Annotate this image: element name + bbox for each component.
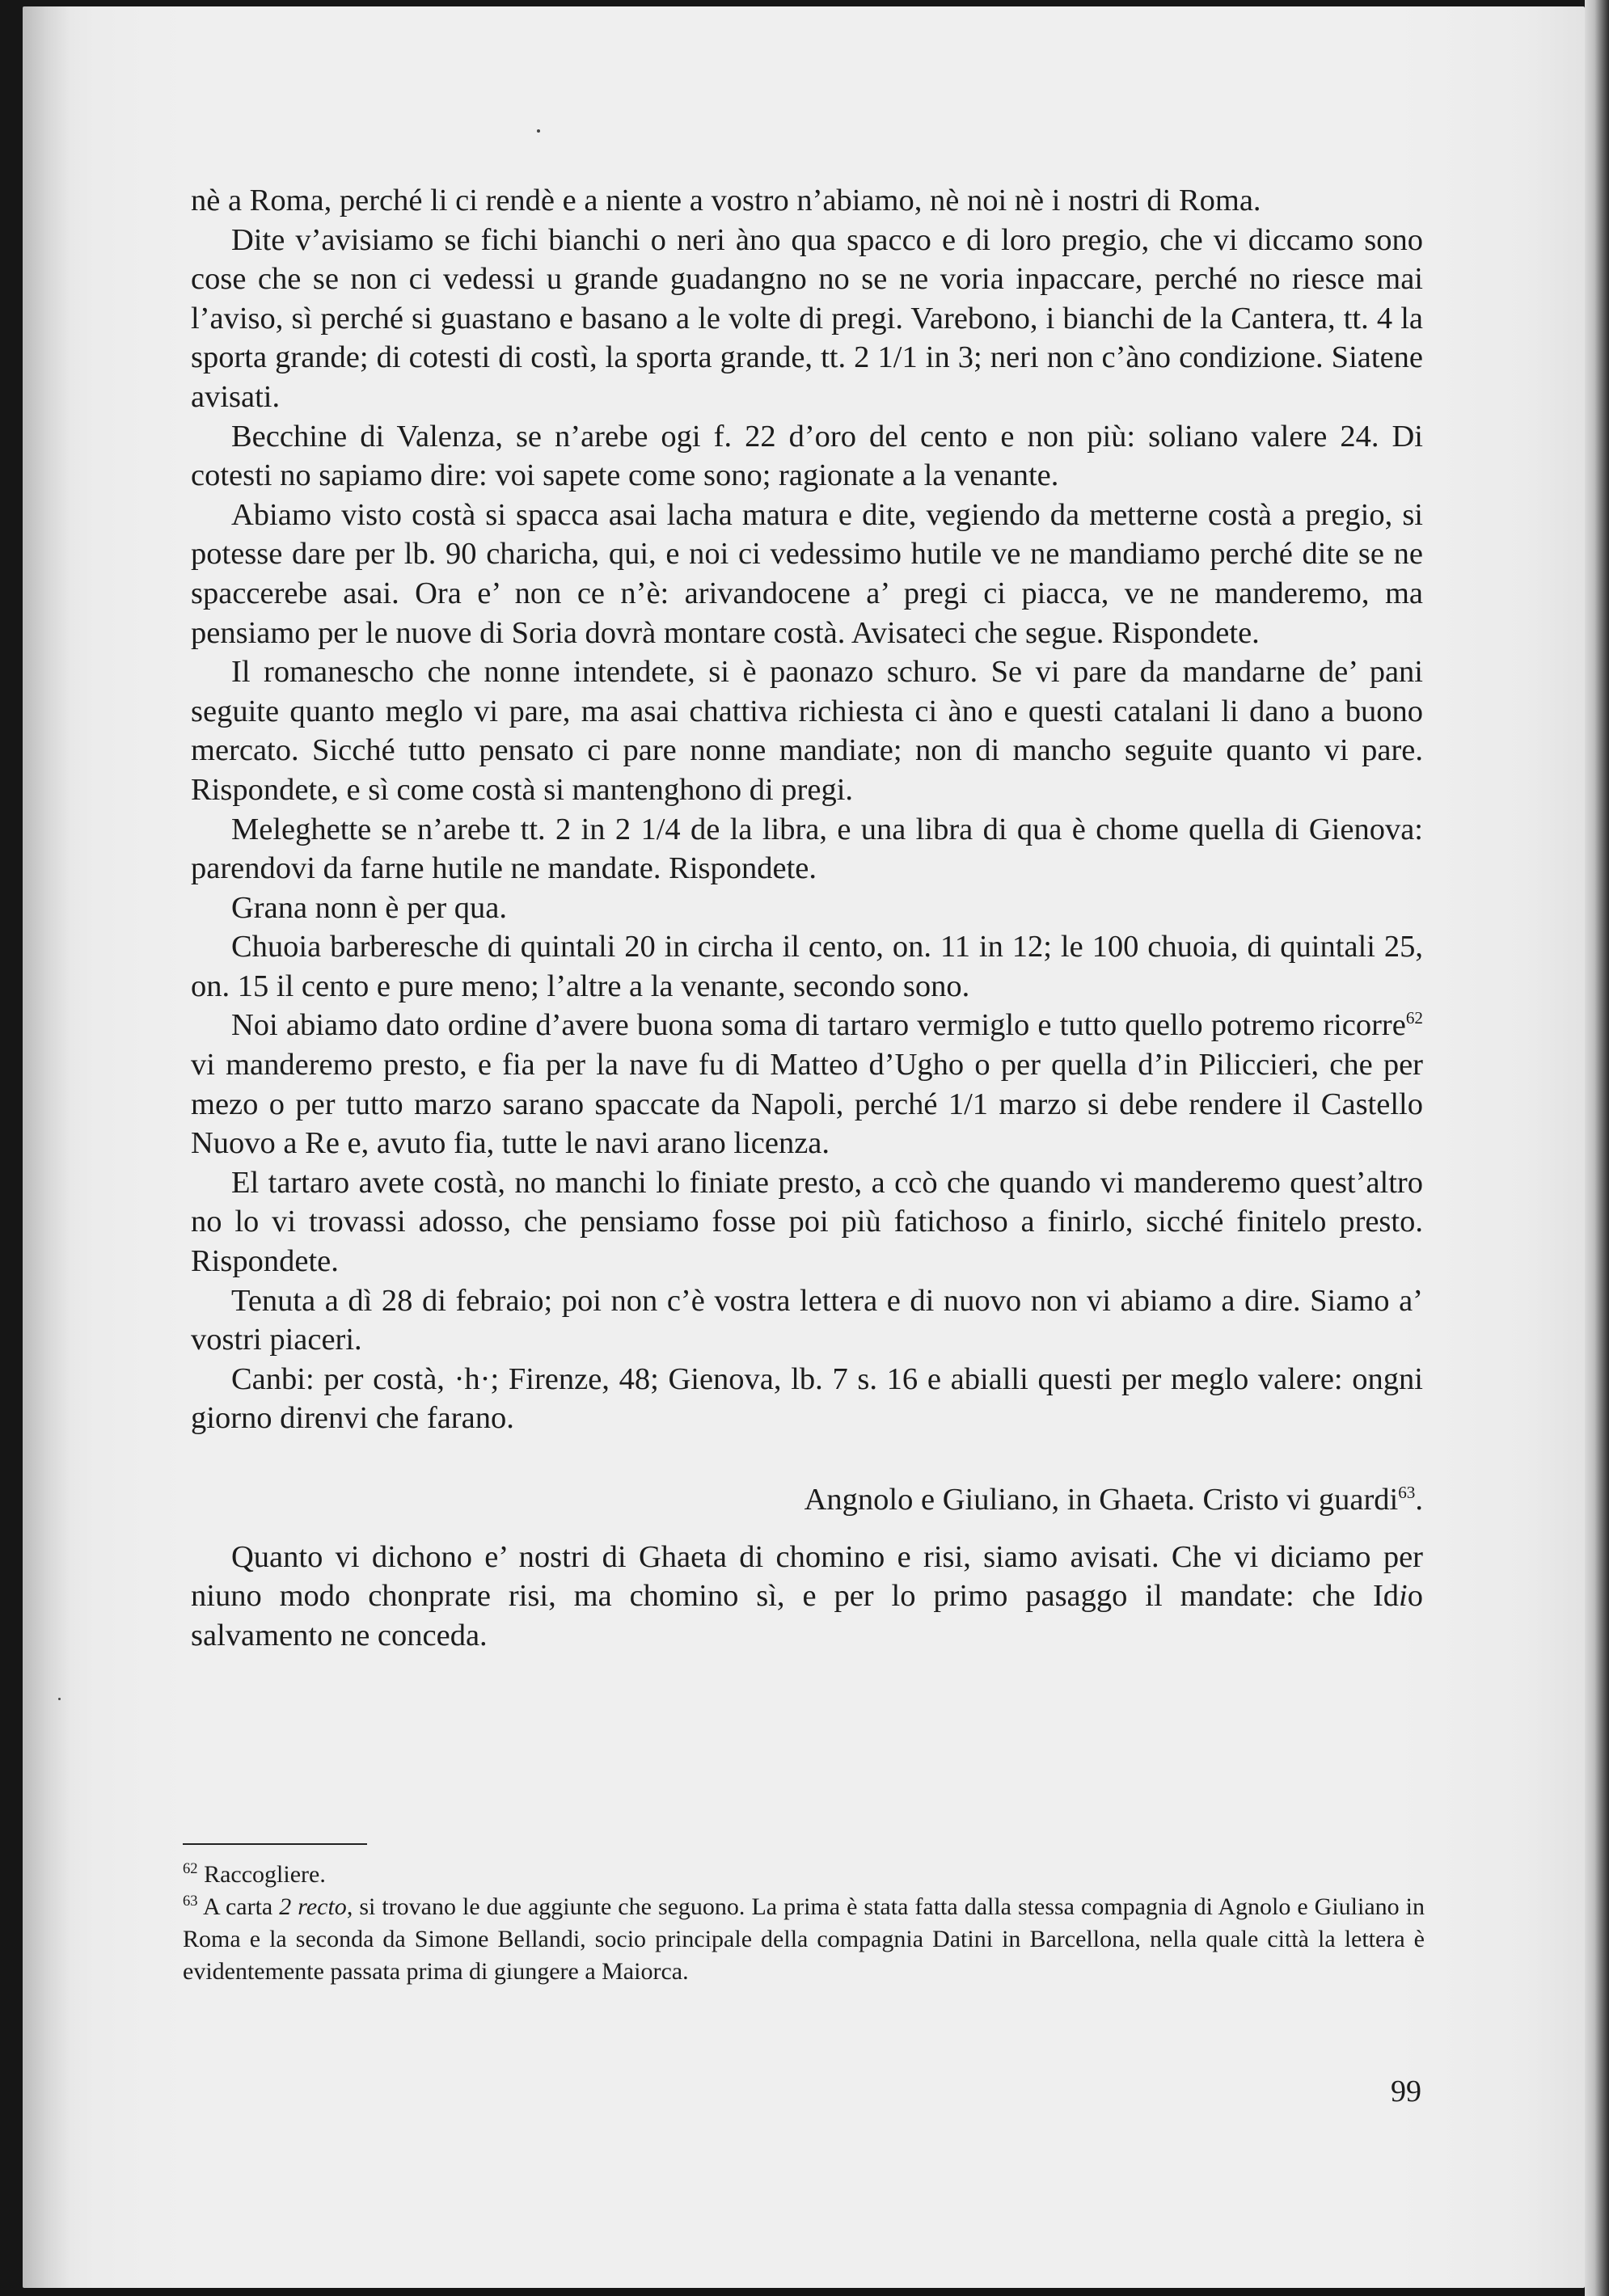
footnote-italic: 2 recto: [279, 1893, 347, 1920]
main-text: [191, 181, 1423, 1655]
paragraph-text: vi manderemo presto, e fia per la nave fu di Matteo d’Ugho o per quella d’in Piliccieri, che per mezo o per tutto marzo sarano spaccate da Napoli, perché 1/1 marzo si debe rendere il Castello Nuovo a Re e, avuto fia, tutte le navi arano licenza.: [191, 1048, 1423, 1161]
paragraph: Meleghette se n’arebe tt. 2 in 2 1/4 de la libra, e una libra di qua è chome quella di Gienova: parendovi da farne hutile ne mandate. Rispondete.: [191, 812, 1423, 886]
footnote-ref-63: 63: [1398, 1483, 1416, 1503]
paragraph-text: Quanto vi dichono e’ nostri di Ghaeta di chomino e risi, siamo avisati. Che vi diciamo per niuno modo chonprate risi, ma chomino sì, e per lo primo pasaggo il mandate: che Id: [191, 1539, 1423, 1614]
italic-letter: i: [1399, 1579, 1408, 1614]
footnotes: [183, 1859, 1425, 1988]
footnote-63: [183, 1891, 1425, 1988]
paragraph: nè a Roma, perché li ci rendè e a niente a vostro n’abiamo, nè noi nè i nostri di Roma.: [191, 184, 1261, 217]
paragraph: Becchine di Valenza, se n’arebe ogi f. 22 d’oro del cento e non più: soliano valere 24. Di cotesti no sapiamo dire: voi sapete come sono; ragionate a la venante.: [191, 419, 1423, 493]
paragraph: Abiamo visto costà si spacca asai lacha matura e dite, vegiendo da metterne costà a pregio, si potesse dare per lb. 90 charicha, qui, e noi ci vedessimo hutile ve ne mandiamo perché dite se ne spaccerebe asai. Ora e’ non ce n’è: arivandocene a’ pregi ci piacca, ve ne manderemo, ma pensiamo per le nuove di Soria dovrà montare costà. Avisateci che segue. Rispondete.: [191, 497, 1423, 650]
paragraph: Dite v’avisiamo se fichi bianchi o neri àno qua spacco e di loro pregio, che vi diccamo sono cose che se non ci vedessi u grande guadangno no se ne voria inpaccare, perché no riesce mai l’aviso, sì perché si guastano e basano a le volte di pregi. Varebono, i bianchi de la Cantera, tt. 4 la sporta grande; di cotesti di costì, la sporta grande, tt. 2 1/1 in 3; neri non c’àno condizione. Siatene avisati.: [191, 222, 1423, 414]
paragraph: El tartaro avete costà, no manchi lo finiate presto, a ccò che quando vi manderemo quest’altro no lo vi trovassi adosso, che pensiamo fosse poi più fatichoso a finirlo, sicché finitelo presto. Rispondete.: [191, 1165, 1423, 1279]
paragraph: Chuoia barberesche di quintali 20 in circha il cento, on. 11 in 12; le 100 chuoia, di quintali 25, on. 15 il cento e pure meno; l’altre a la venante, secondo sono.: [191, 930, 1423, 1003]
footnote-ref-62: 62: [1405, 1008, 1423, 1028]
footnote-text: A carta: [197, 1893, 280, 1920]
paragraph: Tenuta a dì 28 di febraio; poi non c’è vostra lettera e di nuovo non vi abiamo a dire. Siamo a’ vostri piaceri.: [191, 1283, 1423, 1357]
paragraph: Il romanescho che nonne intendete, si è paonazo schuro. Se vi pare da mandarne de’ pani seguite quanto meglo vi pare, ma asai chattiva richiesta ci àno e questi catalani li dano a buono mercato. Sicché tutto pensato ci pare nonne mandiate; non di mancho seguite quanto vi pare. Rispondete, e sì come costà si mantenghono di pregi.: [191, 655, 1423, 807]
footnote-number: 62: [183, 1860, 198, 1877]
signature-text: Angnolo e Giuliano, in Ghaeta. Cristo vi guardi: [804, 1483, 1399, 1517]
paper-speck: [58, 1698, 61, 1700]
signature-period: .: [1415, 1483, 1423, 1517]
footnote-rule: [183, 1843, 367, 1845]
paragraph-text: o salvamento ne conceda.: [191, 1579, 1423, 1652]
footnote-62: [183, 1859, 1425, 1891]
footnote-number: 63: [183, 1893, 198, 1910]
paragraph-text: Noi abiamo dato ordine d’avere buona soma di tartaro vermiglo e tutto quello potremo ricorre: [231, 1008, 1406, 1043]
gutter-shadow: [23, 6, 71, 2288]
page-number: 99: [1391, 2074, 1421, 2108]
signature: [191, 1480, 1423, 1520]
paper-speck: [537, 129, 540, 133]
paragraph: Grana nonn è per qua.: [231, 890, 508, 925]
page-edge: [1585, 0, 1609, 2296]
paragraph: Canbi: per costà, ·h·; Firenze, 48; Gienova, lb. 7 s. 16 e abialli questi per meglo valere: ongni giorno direnvi che farano.: [191, 1361, 1423, 1436]
paragraph: [191, 1006, 1423, 1163]
paragraph: [191, 1538, 1423, 1656]
footnote-text: Raccogliere.: [197, 1861, 326, 1888]
footnote-text: , si trovano le due aggiunte che seguono. La prima è stata fatta dalla stessa compagnia di Agnolo e Giuliano in Roma e la seconda da Simone Bellandi, socio principale della compagnia Datini in Barcellona, nella quale città la lettera è evidentemente passata prima di giungere a Maiorca.: [183, 1893, 1425, 1985]
